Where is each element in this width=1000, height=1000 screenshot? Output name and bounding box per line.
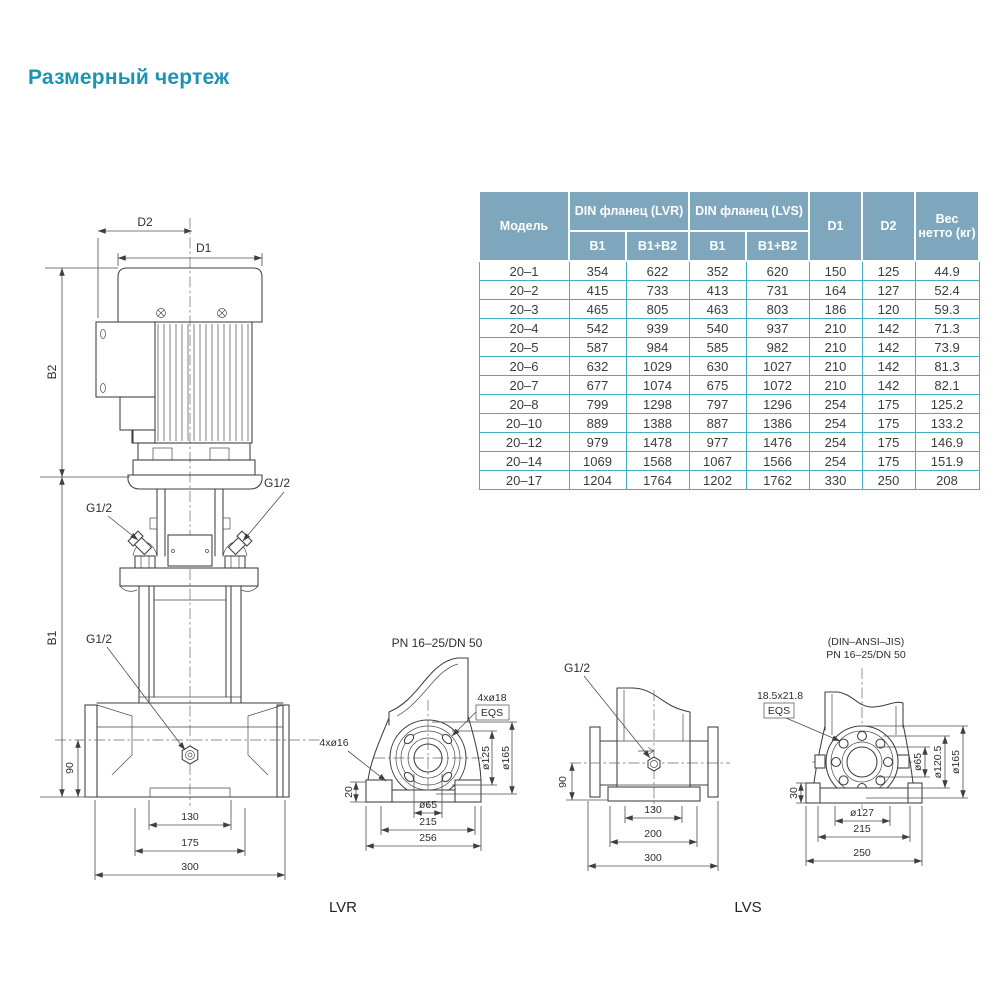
table-row	[479, 300, 979, 319]
cell-lvs_b1: 463	[689, 300, 746, 319]
cell-lvs_b1b2: 620	[746, 261, 809, 281]
lvs-side-view	[557, 661, 762, 916]
lvr-dim-256: 256	[419, 832, 437, 844]
cell-lvr_b1: 354	[569, 261, 626, 281]
cell-lvs_b1: 1067	[689, 452, 746, 471]
dim-label-300: 300	[181, 861, 199, 873]
ansi-title-2: PN 16–25/DN 50	[826, 649, 906, 661]
cell-lvs_b1b2: 982	[746, 338, 809, 357]
table-row	[479, 281, 979, 300]
cell-lvs_b1b2: 1762	[746, 471, 809, 490]
cell-w: 125.2	[915, 395, 979, 414]
cell-model: 20–5	[479, 338, 569, 357]
cell-d2: 142	[862, 338, 915, 357]
table-header	[479, 191, 979, 261]
cell-lvr_b1: 587	[569, 338, 626, 357]
dim-label-b2: B2	[45, 364, 59, 380]
cell-w: 81.3	[915, 357, 979, 376]
cell-w: 208	[915, 471, 979, 490]
cell-d2: 120	[862, 300, 915, 319]
cell-lvr_b1b2: 1764	[626, 471, 689, 490]
dimensions-table	[478, 190, 980, 490]
cell-w: 59.3	[915, 300, 979, 319]
cell-d1: 330	[809, 471, 862, 490]
cell-d1: 164	[809, 281, 862, 300]
dim-label-90: 90	[64, 762, 76, 774]
lvr-dim-d165: ø165	[500, 746, 512, 770]
ansi-dim-d127: ø127	[850, 807, 874, 819]
cell-model: 20–4	[479, 319, 569, 338]
cell-w: 133.2	[915, 414, 979, 433]
lvs-dim-130: 130	[644, 804, 662, 816]
cell-d1: 186	[809, 300, 862, 319]
ansi-label-eqs: EQS	[767, 705, 791, 717]
cell-lvr_b1b2: 1074	[626, 376, 689, 395]
dim-label-175: 175	[181, 837, 199, 849]
ansi-dim-d65: ø65	[912, 752, 924, 772]
col-lvs-b1b2: B1+B2	[746, 231, 809, 261]
cell-lvr_b1b2: 805	[626, 300, 689, 319]
cell-lvr_b1b2: 1568	[626, 452, 689, 471]
cell-lvr_b1b2: 1298	[626, 395, 689, 414]
cell-lvs_b1b2: 937	[746, 319, 809, 338]
cell-lvr_b1b2: 1478	[626, 433, 689, 452]
cell-d2: 127	[862, 281, 915, 300]
cell-lvs_b1b2: 1476	[746, 433, 809, 452]
ansi-dim-d120-5: ø120.5	[932, 745, 944, 779]
cell-d1: 254	[809, 452, 862, 471]
col-lvs-b1: B1	[689, 231, 746, 261]
lvs-dim-300: 300	[644, 852, 662, 864]
col-weight: Вес нетто (кг)	[915, 191, 979, 261]
cell-model: 20–3	[479, 300, 569, 319]
cell-d2: 142	[862, 376, 915, 395]
cell-lvs_b1b2: 1566	[746, 452, 809, 471]
cell-model: 20–2	[479, 281, 569, 300]
cell-model: 20–14	[479, 452, 569, 471]
cell-lvs_b1b2: 1386	[746, 414, 809, 433]
lvr-flange-view	[319, 636, 517, 916]
ansi-dim-30: 30	[788, 787, 800, 799]
cell-lvr_b1: 1204	[569, 471, 626, 490]
cell-lvs_b1: 585	[689, 338, 746, 357]
cell-d1: 210	[809, 357, 862, 376]
cell-lvs_b1b2: 803	[746, 300, 809, 319]
table-row	[479, 452, 979, 471]
table-row	[479, 433, 979, 452]
cell-lvs_b1: 1202	[689, 471, 746, 490]
cell-lvr_b1b2: 1029	[626, 357, 689, 376]
cell-lvs_b1: 540	[689, 319, 746, 338]
table-row	[479, 357, 979, 376]
cell-d1: 254	[809, 433, 862, 452]
table-body	[479, 261, 979, 490]
lvs-dim-200: 200	[644, 828, 662, 840]
ansi-title-1: (DIN–ANSI–JIS)	[827, 636, 905, 648]
cell-d1: 150	[809, 261, 862, 281]
dim-label-130: 130	[181, 811, 199, 823]
col-group-lvs: DIN фланец (LVS)	[689, 191, 809, 231]
callout-g12-right: G1/2	[264, 476, 291, 490]
page-title: Размерный чертеж	[28, 66, 230, 89]
cell-lvr_b1: 889	[569, 414, 626, 433]
cell-lvr_b1: 677	[569, 376, 626, 395]
cell-d2: 250	[862, 471, 915, 490]
lvr-caption: LVR	[328, 899, 358, 916]
cell-lvr_b1b2: 622	[626, 261, 689, 281]
lvr-title: PN 16–25/DN 50	[391, 636, 483, 650]
table-row	[479, 395, 979, 414]
cell-lvs_b1: 977	[689, 433, 746, 452]
cell-lvs_b1: 887	[689, 414, 746, 433]
cell-w: 146.9	[915, 433, 979, 452]
lvs-dim-90: 90	[557, 776, 569, 788]
cell-d2: 175	[862, 433, 915, 452]
dim-label-d1: D1	[196, 241, 212, 255]
cell-lvs_b1b2: 1027	[746, 357, 809, 376]
ansi-dim-d165: ø165	[950, 750, 962, 774]
cell-lvs_b1: 352	[689, 261, 746, 281]
cell-model: 20–10	[479, 414, 569, 433]
dim-label-b1: B1	[45, 630, 59, 646]
col-lvr-b1: B1	[569, 231, 626, 261]
cell-d1: 210	[809, 376, 862, 395]
table-row	[479, 261, 979, 281]
cell-w: 73.9	[915, 338, 979, 357]
cell-d1: 254	[809, 414, 862, 433]
lvs-caption: LVS	[734, 899, 762, 916]
cell-w: 52.4	[915, 281, 979, 300]
cell-d1: 210	[809, 319, 862, 338]
lvr-label-foot-holes: 4xø16	[319, 737, 349, 749]
ansi-flange-view	[757, 636, 968, 866]
cell-lvs_b1b2: 1296	[746, 395, 809, 414]
lvr-dim-20: 20	[343, 786, 355, 798]
cell-lvr_b1: 979	[569, 433, 626, 452]
cell-lvr_b1b2: 1388	[626, 414, 689, 433]
cell-d1: 210	[809, 338, 862, 357]
cell-d2: 142	[862, 319, 915, 338]
cell-lvs_b1: 630	[689, 357, 746, 376]
cell-lvs_b1: 797	[689, 395, 746, 414]
col-d2: D2	[862, 191, 915, 261]
callout-g12-left: G1/2	[86, 501, 113, 515]
ansi-dim-250: 250	[853, 847, 871, 859]
cell-lvr_b1: 465	[569, 300, 626, 319]
lvr-label-holes: 4xø18	[477, 692, 507, 704]
cell-d2: 125	[862, 261, 915, 281]
cell-d1: 254	[809, 395, 862, 414]
cell-w: 71.3	[915, 319, 979, 338]
table-row	[479, 376, 979, 395]
cell-w: 82.1	[915, 376, 979, 395]
cell-lvr_b1: 799	[569, 395, 626, 414]
cell-lvr_b1b2: 939	[626, 319, 689, 338]
cell-lvr_b1: 632	[569, 357, 626, 376]
lvr-dim-215: 215	[419, 816, 437, 828]
cell-model: 20–17	[479, 471, 569, 490]
cell-lvs_b1b2: 731	[746, 281, 809, 300]
cell-d2: 175	[862, 414, 915, 433]
cell-model: 20–6	[479, 357, 569, 376]
lvr-dim-d125: ø125	[480, 746, 492, 770]
cell-lvs_b1b2: 1072	[746, 376, 809, 395]
table-row	[479, 471, 979, 490]
main-pump-drawing	[40, 215, 322, 880]
cell-lvs_b1: 675	[689, 376, 746, 395]
cell-model: 20–12	[479, 433, 569, 452]
table-row	[479, 319, 979, 338]
lvs-callout-g12: G1/2	[564, 661, 591, 675]
cell-d2: 142	[862, 357, 915, 376]
lvr-dim-d65: ø65	[418, 799, 438, 811]
cell-model: 20–7	[479, 376, 569, 395]
cell-lvr_b1: 1069	[569, 452, 626, 471]
ansi-dim-215: 215	[853, 823, 871, 835]
col-lvr-b1b2: B1+B2	[626, 231, 689, 261]
cell-d2: 175	[862, 395, 915, 414]
cell-lvr_b1b2: 984	[626, 338, 689, 357]
cell-model: 20–8	[479, 395, 569, 414]
cell-d2: 175	[862, 452, 915, 471]
cell-lvs_b1: 413	[689, 281, 746, 300]
ansi-label-slot: 18.5x21.8	[756, 690, 804, 702]
col-model: Модель	[479, 191, 569, 261]
dim-label-d2: D2	[137, 215, 153, 229]
table-row	[479, 338, 979, 357]
cell-w: 151.9	[915, 452, 979, 471]
cell-model: 20–1	[479, 261, 569, 281]
lvr-label-eqs: EQS	[480, 707, 504, 719]
callout-g12-drain: G1/2	[86, 632, 113, 646]
cell-lvr_b1: 542	[569, 319, 626, 338]
cell-w: 44.9	[915, 261, 979, 281]
col-d1: D1	[809, 191, 862, 261]
table-row	[479, 414, 979, 433]
cell-lvr_b1: 415	[569, 281, 626, 300]
col-group-lvr: DIN фланец (LVR)	[569, 191, 689, 231]
cell-lvr_b1b2: 733	[626, 281, 689, 300]
